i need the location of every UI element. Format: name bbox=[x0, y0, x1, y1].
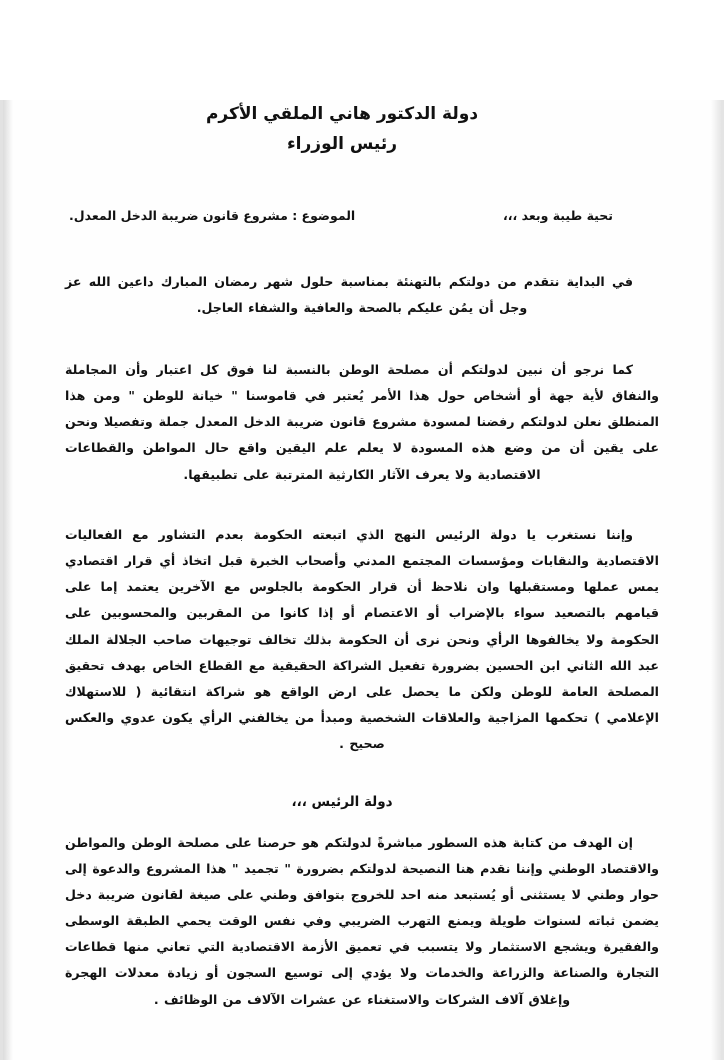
paragraph-2-text: كما نرجو أن نبين لدولتكم أن مصلحة الوطن بالنسبة لنا فوق كل اعتبار وأن المجاملة والنفاق لأية جهة أو أشخاص حول هذا الأمر يُعتبر في قاموسنا " خيانة للوطن " ومن هذا المنطلق نعلن لدولتكم رفضنا لمسودة مشروع قانون ضريبة الدخل المعدل جملة وتفصيلا ونحن على يقين أن من وضع هذه المسودة لا يعلم علم اليقين واقع حال المواطن والقطاعات الاقتصادية ولا يعرف الآثار الكارثية المترتبة على تطبيقها. bbox=[65, 361, 659, 482]
document-page bbox=[0, 100, 724, 1060]
paragraph-3-text: وإننا نستغرب يا دولة الرئيس النهج الذي اتبعته الحكومة بعدم التشاور مع الفعاليات الاقتصادية والنقابات ومؤسسات المجتمع المدني وأصحاب الخبرة قبل اتخاذ أي قرار اقتصادي يمس عملها ومستقبلها وان نلاحظ أن قرار الحكومة بالجلوس مع الآخرين يعتمد إما على قيامهم بالتصعيد سواء بالإضراب أو الاعتصام أو إذا كانوا من المقربين والمحسوبين على الحكومة ولا يخالفوها الرأي ونحن نرى أن الحكومة بذلك تخالف توجيهات صاحب الجلالة الملك عبد الله الثاني ابن الحسين بضرورة تفعيل الشراكة الحقيقية مع القطاع الخاص بهدف تحقيق المصلحة العامة للوطن ولكن ما يحصل على ارض الواقع هو شراكة انتقائية ( للاستهلاك الإعلامي ) تحكمها المزاجية والعلاقات الشخصية ومبدأ من يخالفني الرأي يكون عدوي والعكس صحيح . bbox=[65, 526, 659, 752]
body-paragraph-4 bbox=[65, 830, 659, 1013]
greeting-text: تحية طيبة وبعد ،،، bbox=[503, 207, 613, 223]
subject-line: الموضوع : مشروع قانون ضريبة الدخل المعدل. bbox=[69, 207, 356, 223]
body-paragraph-1 bbox=[65, 269, 659, 321]
addressee-line-2: رئيس الوزراء bbox=[286, 133, 398, 154]
body-paragraph-2 bbox=[65, 357, 659, 488]
body-paragraph-3 bbox=[65, 522, 659, 758]
addressee-block bbox=[65, 100, 619, 160]
subject-row bbox=[65, 208, 659, 223]
addressee-line-1: دولة الدكتور هاني الملقي الأكرم bbox=[205, 104, 479, 124]
document-content bbox=[3, 100, 721, 1013]
paragraph-1-text: في البداية نتقدم من دولتكم بالتهنئة بمناسبة حلول شهر رمضان المبارك داعين الله عز وجل أن يمُن عليكم بالصحة والعافية والشفاء العاجل. bbox=[65, 273, 633, 315]
second-salutation: دولة الرئيس ،،، bbox=[291, 793, 393, 810]
paragraph-4-text: إن الهدف من كتابة هذه السطور مباشرةً لدولتكم هو حرصنا على مصلحة الوطن والمواطن والاقتصاد الوطني وإننا نقدم هنا النصيحة لدولتكم بضرورة " تجميد " هذا المشروع والدعوة إلى حوار وطني لا يستثنى أو يُستبعد منه احد للخروج بتوافق وطني على صيغة لقانون ضريبة دخل يضمن ثباته لسنوات طويلة ويمنع التهرب الضريبي وفي نفس الوقت يحمي الطبقة الوسطى والفقيرة ويشجع الاستثمار ولا يتسبب في تعميق الأزمة الاقتصادية التي تعاني منها قطاعات التجارة والصناعة والزراعة والخدمات ولا يؤدي إلى توسيع السجون أو زيادة معدلات الهجرة وإغلاق آلاف الشركات والاستغناء عن عشرات الآلاف من الوظائف . bbox=[65, 834, 659, 1007]
